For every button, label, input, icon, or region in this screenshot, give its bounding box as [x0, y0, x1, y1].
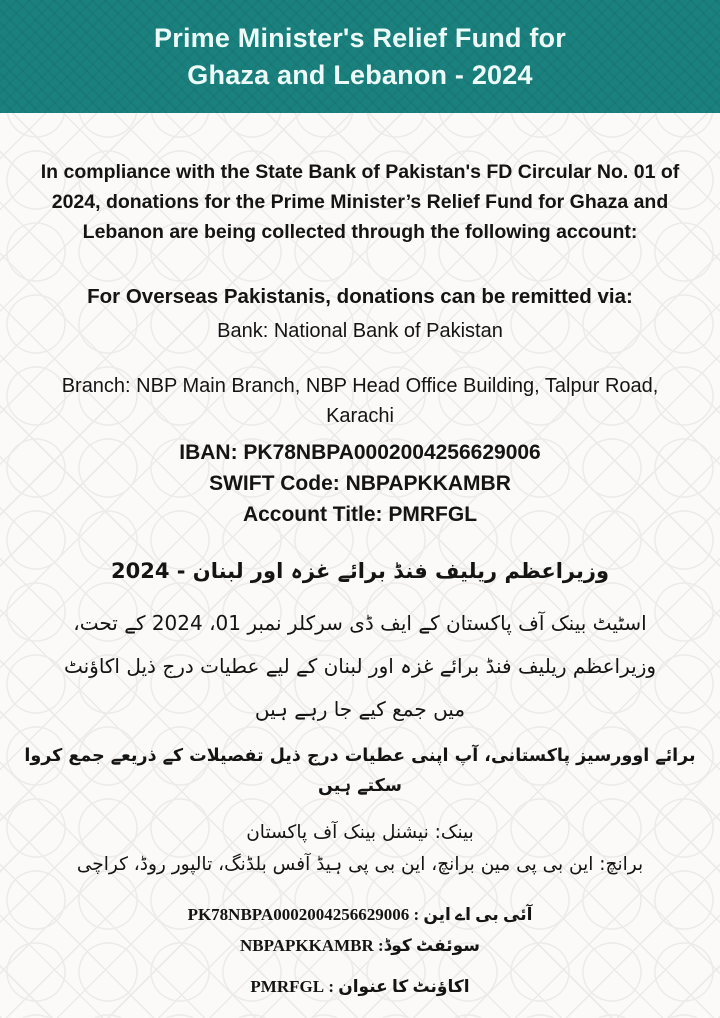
urdu-iban-line: آئی بی اے این : PK78NBPA0002004256629006	[187, 905, 533, 924]
urdu-intro-line-1: اسٹیٹ بینک آف پاکستان کے ایف ڈی سرکلر نمبر 01، 2024 کے تحت،	[73, 611, 647, 635]
english-intro-paragraph: In compliance with the State Bank of Pakistan's FD Circular No. 01 of 2024, donations for the Prime Minister’s Relief Fund for Ghaza and Lebanon are being collected through the following account:	[40, 161, 680, 243]
urdu-intro-line-3: میں جمع کیے جا رہے ہیں	[254, 697, 466, 721]
english-swift-line: SWIFT Code: NBPAPKKAMBR	[209, 472, 511, 495]
urdu-intro-line-2: وزیراعظم ریلیف فنڈ برائے غزہ اور لبنان کے لیے عطیات درج ذیل اکاؤنٹ	[63, 654, 657, 678]
urdu-bank-line: بینک: نیشنل بینک آف پاکستان	[246, 822, 474, 843]
english-account-title-line: Account Title: PMRFGL	[242, 503, 478, 526]
page-title-line-2: Ghaza and Lebanon - 2024	[187, 59, 533, 90]
urdu-overseas-heading: برائے اوورسیز پاکستانی، آپ اپنی عطیات درج ذیل تفصیلات کے ذریعے جمع کروا سکتے ہیں	[24, 746, 696, 796]
urdu-account-title-line: اکاؤنٹ کا عنوان : PMRFGL	[250, 977, 470, 996]
english-bank-line: Bank: National Bank of Pakistan	[217, 320, 503, 342]
english-branch-line: Branch: NBP Main Branch, NBP Head Office Building, Talpur Road, Karachi	[61, 375, 659, 427]
header-banner	[0, 0, 720, 113]
urdu-heading: وزیراعظم ریلیف فنڈ برائے غزہ اور لبنان - 2024	[110, 559, 610, 583]
urdu-branch-line: برانچ: این بی پی مین برانچ، این بی پی ہیڈ آفس بلڈنگ، تالپور روڈ، کراچی	[76, 854, 644, 875]
english-overseas-heading: For Overseas Pakistanis, donations can be remitted via:	[87, 285, 633, 308]
notice-body	[0, 157, 720, 1002]
urdu-intro-paragraph	[0, 602, 720, 731]
english-iban-line: IBAN: PK78NBPA0002004256629006	[179, 441, 541, 464]
page-title-line-1: Prime Minister's Relief Fund for	[154, 22, 566, 53]
urdu-swift-line: سوئفٹ کوڈ: NBPAPKKAMBR	[239, 936, 481, 955]
